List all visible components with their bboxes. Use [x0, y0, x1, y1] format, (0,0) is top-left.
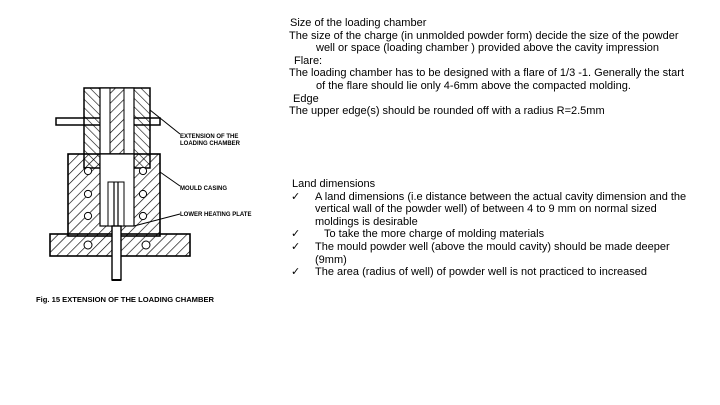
label-extension-line1: EXTENSION OF THE	[180, 134, 239, 140]
checkmark-icon: ✓	[291, 190, 301, 203]
flare-body: The loading chamber has to be designed with a flare of 1/3 -1. Generally the start of the flare should lie only 4-6mm above the compacted molding.	[289, 67, 685, 92]
land-item-text: The area (radius of well) of powder well is not practiced to increased	[315, 266, 647, 279]
loading-chamber-diagram	[28, 86, 290, 311]
edge-body: The upper edge(s) should be rounded off with a radius R=2.5mm	[289, 105, 605, 118]
label-lower-heating-plate: LOWER HEATING PLATE	[180, 212, 252, 218]
land-item-text: The mould powder well (above the mould cavity) should be made deeper (9mm)	[315, 240, 670, 266]
land-item-text: To take the more charge of molding materials	[315, 228, 545, 241]
figure-caption: Fig. 15 EXTENSION OF THE LOADING CHAMBER	[36, 295, 215, 304]
land-item-text: A land dimensions (i.e distance between the actual cavity dimension and the vertical wall of the powder well) of between 4 to 9 mm on normal sized moldings is desirable	[315, 190, 687, 228]
edge-heading: Edge	[293, 92, 319, 105]
loading-chamber-figure	[28, 86, 290, 311]
label-extension-line2: LOADING CHAMBER	[180, 141, 240, 147]
land-item	[291, 266, 687, 279]
land-item	[291, 228, 687, 241]
land-dimensions-block	[291, 178, 687, 279]
land-item	[291, 191, 687, 229]
size-body: The size of the charge (in unmolded powder form) decide the size of the powder well or space (loading chamber ) provided above the cavity impression	[289, 29, 679, 55]
checkmark-icon: ✓	[291, 228, 301, 241]
size-heading: Size of the loading chamber	[290, 17, 427, 29]
checkmark-icon: ✓	[291, 240, 301, 253]
land-heading: Land dimensions	[292, 178, 376, 190]
land-item	[291, 241, 687, 266]
flare-heading: Flare:	[294, 54, 323, 67]
checkmark-icon: ✓	[291, 266, 301, 279]
ejector-pin	[112, 226, 121, 280]
leader-mould-casing	[160, 172, 180, 186]
chamber-text-block	[289, 17, 689, 118]
mould-casing	[68, 154, 160, 236]
label-mould-casing: MOULD CASING	[180, 186, 227, 192]
